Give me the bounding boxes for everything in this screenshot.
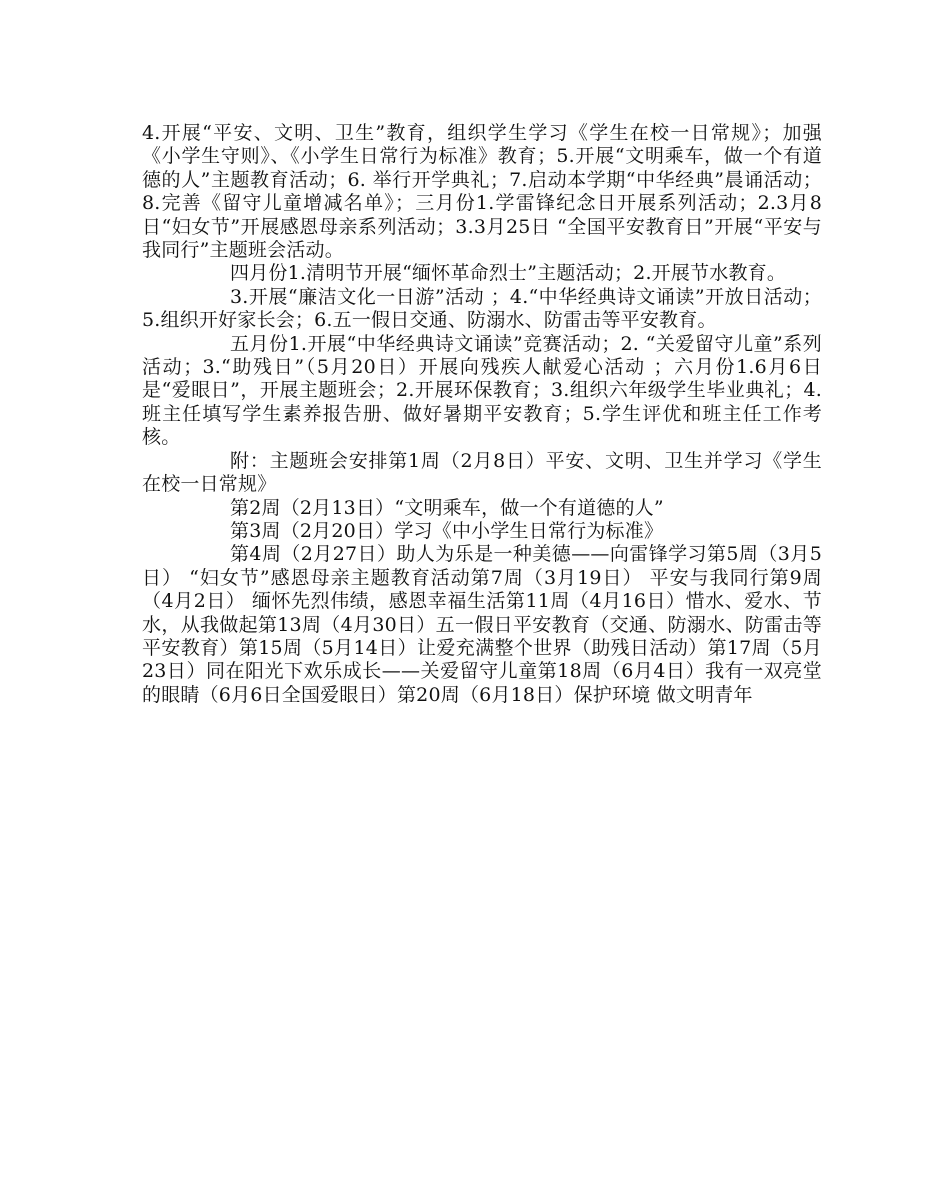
paragraph: 3.开展“廉洁文化一日游”活动 ；4.“中华经典诗文诵读”开放日活动；5.组织开好家长会；6.五一假日交通、防溺水、防雷击等平安教育。: [142, 285, 822, 332]
paragraph: 第2周（2月13日）“文明乘车，做一个有道德的人”: [230, 496, 664, 519]
paragraph: 附：主题班会安排第1周（2月8日）平安、文明、卫生并学习《学生在校一日常规》: [142, 449, 822, 496]
paragraph: 4.开展“平安、文明、卫生”教育，组织学生学习《学生在校一日常规》；加强《小学生守则》、《小学生日常行为标准》教育；5.开展“文明乘车，做一个有道德的人”主题教育活动；6. 举行开学典礼；7.启动本学期“中华经典”晨诵活动；8.完善《留守儿童增减名单》；三月份1.学雷锋纪念日开展系列活动；2.3月8日“妇女节”开展感恩母亲系列活动；3.3月25日 “全国平安教育日”开展“平安与我同行”主题班会活动。: [142, 122, 822, 262]
paragraph: 五月份1.开展“中华经典诗文诵读”竞赛活动；2. “关爱留守儿童”系列活动；3.“助残日”（5月20日）开展向残疾人献爱心活动 ；六月份1.6月6日是“爱眼日”，开展主题班会；2.开展环保教育；3.组织六年级学生毕业典礼；4. 班主任填写学生素养报告册、做好暑期平安教育；5.学生评优和班主任工作考核。: [142, 332, 822, 449]
paragraph: 第4周（2月27日）助人为乐是一种美德——向雷锋学习第5周（3月5日） “妇女节”感恩母亲主题教育活动第7周（3月19日） 平安与我同行第9周（4月2日） 缅怀先烈伟绩，感恩幸福生活第11周（4月16日）惜水、爱水、节水，从我做起第13周（4月30日）五一假日平安教育（交通、防溺水、防雷击等平安教育）第15周（5月14日）让爱充满整个世界（助残日活动）第17周（5月23日）同在阳光下欢乐成长——关爱留守儿童第18周（6月4日）我有一双亮堂的眼睛（6月6日全国爱眼日）第20周（6月18日）保护环境 做文明青年: [142, 543, 822, 706]
paragraph: 四月份1.清明节开展“缅怀革命烈士”主题活动；2.开展节水教育。: [230, 262, 787, 285]
document-body: [142, 122, 822, 707]
paragraph: 第3周（2月20日）学习《中小学生日常行为标准》: [230, 519, 664, 542]
